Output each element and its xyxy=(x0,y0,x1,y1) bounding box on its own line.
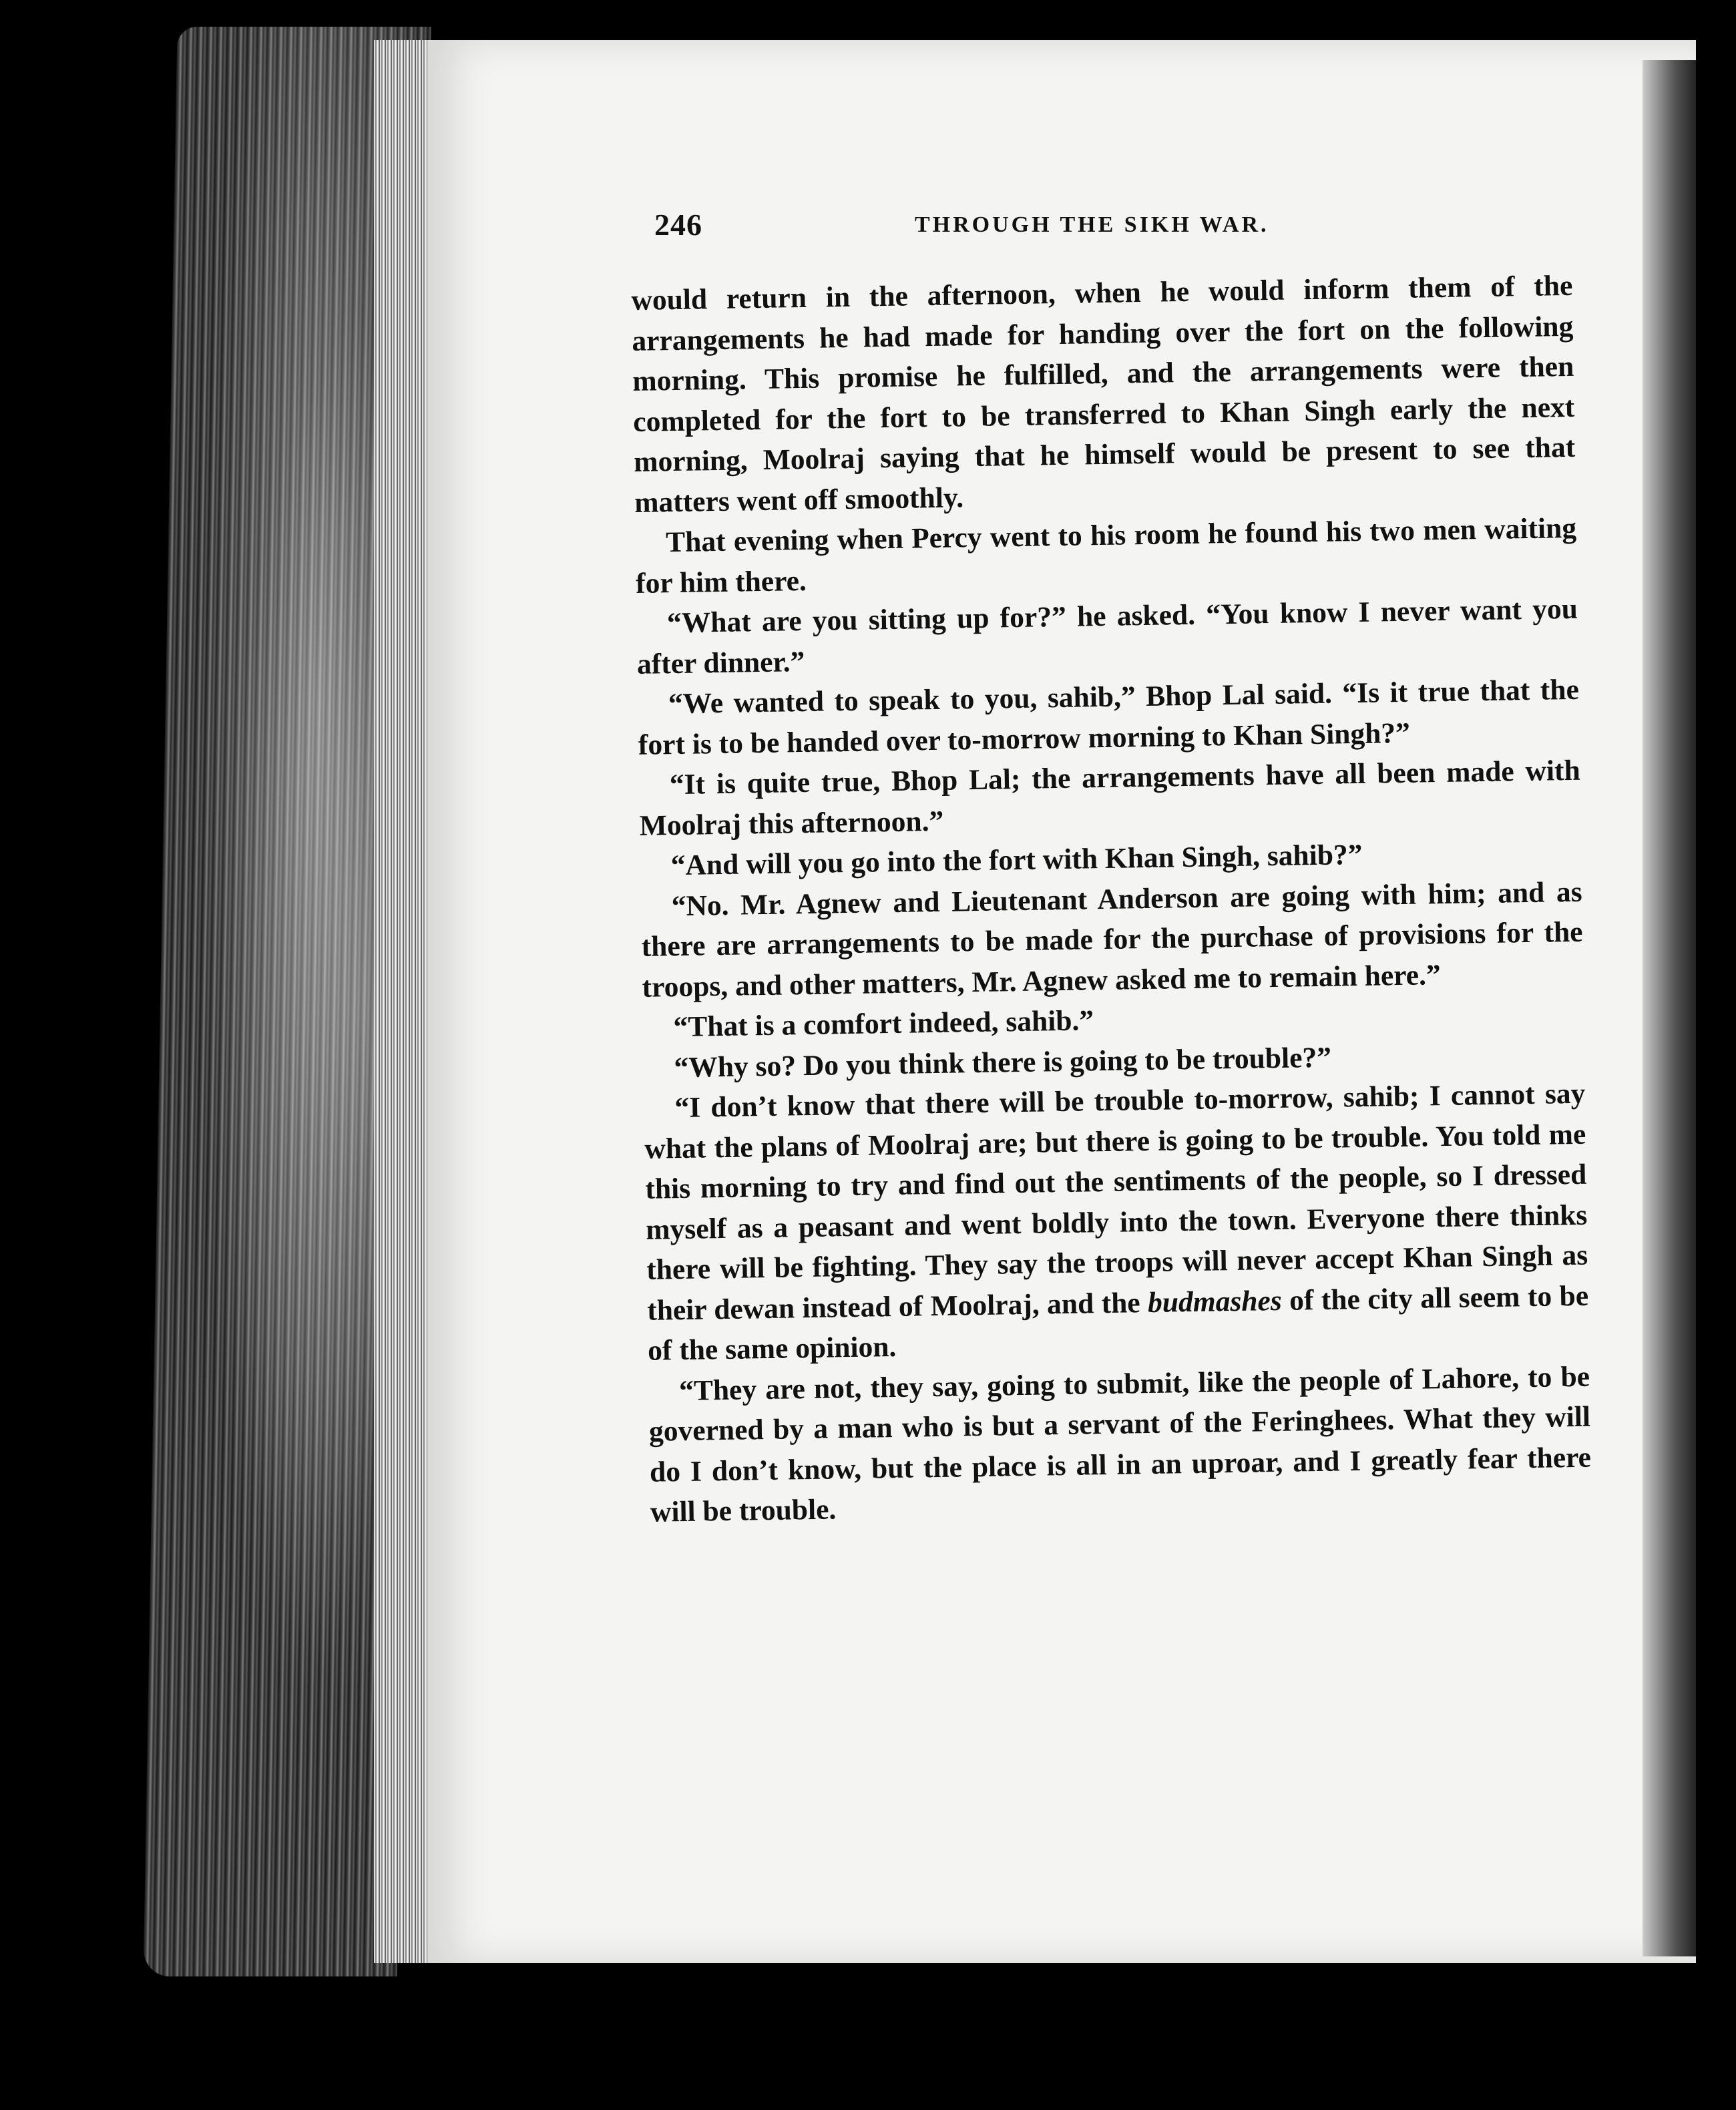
paragraph: “And will you go into the fort with Khan Singh, sahib?” xyxy=(670,838,1363,882)
paragraph: “What are you sitting up for?” he asked. “You know I never want you after dinner.” xyxy=(636,592,1578,680)
paragraph: “No. Mr. Agnew and Lieutenant Anderson are going with him; and as there are arrangements to be made for the purchase of provisions for the troops, and other matters, Mr. Agnew asked me to remain here.” xyxy=(641,875,1583,1004)
paragraph: “They are not, they say, going to submit, like the people of Lahore, to be governed by a man who is but a servant of the Feringhees. What they will do I don’t know, but the place is all in an uproar, and I greatly fear there will be trouble. xyxy=(648,1360,1592,1528)
paragraph: “It is quite true, Bhop Lal; the arrangements have all been made with Moolraj this afternoon.” xyxy=(639,754,1581,842)
paragraph xyxy=(644,1074,1589,1372)
running-head: THROUGH THE SIKH WAR. xyxy=(915,212,1269,237)
paragraph-text: of the city all seem to be of the same opinion. xyxy=(647,1279,1589,1367)
paragraph: “We wanted to speak to you, sahib,” Bhop Lal said. “Is it true that the fort is to be handed over to-morrow morning to Khan Singh?” xyxy=(638,673,1580,761)
paragraph: That evening when Percy went to his room he found his two men waiting for him there. xyxy=(635,511,1577,600)
italic-word: budmashes xyxy=(1147,1284,1283,1319)
paragraph: “Why so? Do you think there is going to be trouble?” xyxy=(674,1041,1332,1084)
paragraph: “That is a comfort indeed, sahib.” xyxy=(673,1004,1094,1044)
paragraph-text: “I don’t know that there will be trouble to-morrow, sahib; I cannot say what the plans of Moolraj are; but there is going to be trouble. You told me this morning to try and find out the sentiments of the people, so I dressed myself as a peasant and went boldly into the town. Everyone there thinks there will be fighting. They say the troops will never accept Khan Singh as their dewan instead of Moolraj, and the xyxy=(644,1077,1588,1327)
page-header xyxy=(654,207,1576,267)
paragraph: would return in the afternoon, when he would inform them of the arrangements he had made for handing over the fort on the following morning. This promise he fulfilled, and the arrangements were then completed for the fort to be transferred to Khan Singh early the next morning, Moolraj saying that he himself would be present to see that matters went off smoothly. xyxy=(631,269,1576,519)
facing-page-shadow xyxy=(1643,60,1696,1956)
body-text xyxy=(631,266,1592,1532)
page-number: 246 xyxy=(654,208,702,242)
